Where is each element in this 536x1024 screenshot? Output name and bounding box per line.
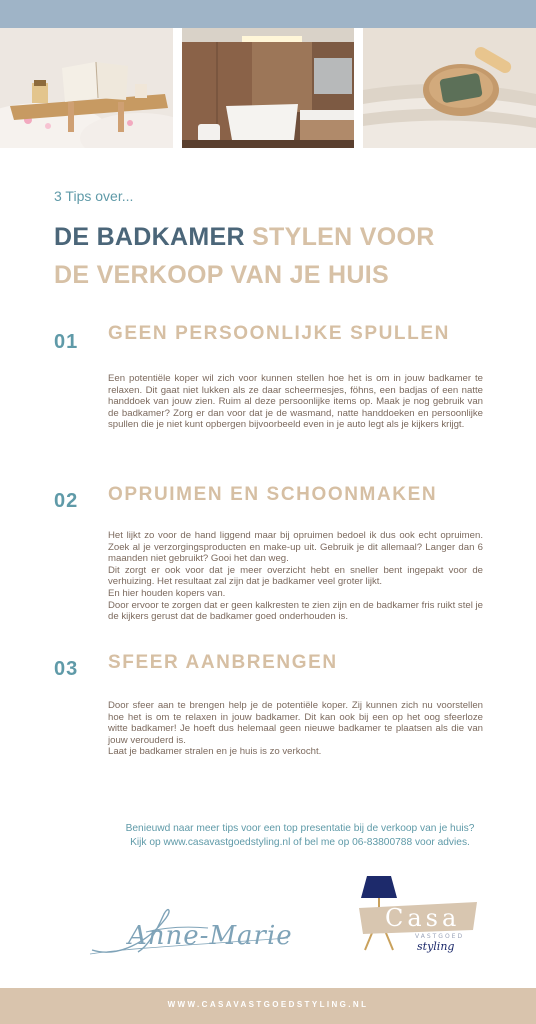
tip-2-paragraph-4: Door ervoor te zorgen dat er geen kalkresten te zien zijn en de badkamer fris ruikt stel je de kijkers gerust dat de badkamer goed onderhouden is. [108, 599, 483, 623]
svg-text:Anne-Marie: Anne-Marie [128, 921, 293, 951]
tip-3-number: 03 [54, 658, 79, 680]
cta-line-2: Kijk op www.casavastgoedstyling.nl of bel me op 06-83800788 voor advies. [130, 836, 470, 848]
tip-2-body [108, 530, 483, 623]
tip-2-number: 02 [54, 490, 79, 512]
tip-3-paragraph-1: Door sfeer aan te brengen help je de potentiële koper. Zij kunnen zich nu voorstellen hoe het is om te relaxen in jouw badkamer. Dit kan ook bij een op het oog sfeerloze witte badkamer! Je hoeft dus helemaal geen nieuwe badkamer te plaatsen als die van jouw verouderd is. [108, 700, 483, 746]
page-title [54, 218, 435, 294]
footer-bar [0, 988, 536, 1024]
tip-2-paragraph-2: Dit zorgt er ook voor dat je meer overzicht hebt en sneller bent ingepakt voor de verhuizing. Het resultaat zal zijn dat je badkamer veel groter lijkt. [108, 564, 483, 588]
bathroom-interior-photo [182, 28, 354, 148]
call-to-action [90, 822, 510, 849]
cta-line-1: Benieuwd naar meer tips voor een top presentatie bij de verkoop van je huis? [125, 823, 475, 834]
tip-1-paragraph: Een potentiële koper wil zich voor kunnen stellen hoe het is om in jouw badkamer te relaxen. Dit gaat niet lukken als ze daar scheermesjes, föhns, een badjas of een natte handdoek van jouw zien. Ruim al deze persoonlijke items op. Maak je nog gebruik van de badkamer? Zorg er dan voor dat je de wasmand, natte handdoeken en persoonlijke spullen die je niet kunt opbergen bijvoorbeeld even in je auto legt als je kijkers krijgt. [108, 373, 483, 431]
towels-soap-photo [363, 28, 536, 148]
title-part-tan-2: DE VERKOOP VAN JE HUIS [54, 261, 389, 289]
tip-3-body [108, 700, 483, 758]
tip-2-heading: OPRUIMEN EN SCHOONMAKEN [108, 484, 438, 505]
tip-3-paragraph-2: Laat je badkamer stralen en je huis is zo verkocht. [108, 746, 322, 758]
tip-1-body [108, 373, 483, 431]
signature-anne-marie [88, 898, 298, 960]
svg-text:VASTGOED: VASTGOED [415, 933, 465, 940]
bathtub-book-photo [0, 28, 173, 148]
top-color-bar [0, 0, 536, 28]
casa-logo [355, 872, 485, 954]
title-part-tan-1: STYLEN VOOR [252, 223, 435, 251]
svg-text:styling: styling [417, 940, 455, 953]
tip-3-heading: SFEER AANBRENGEN [108, 652, 338, 673]
footer-website-link[interactable]: WWW.CASAVASTGOEDSTYLING.NL [167, 1000, 369, 1009]
tip-1-heading: GEEN PERSOONLIJKE SPULLEN [108, 323, 450, 344]
intro-text: 3 Tips over... [54, 188, 134, 204]
tip-2-paragraph-1: Het lijkt zo voor de hand liggend maar bij opruimen bedoel ik dus ook echt opruimen. Zoek al je verzorgingsproducten en make-up uit. Gebruik je dit allemaal? Langer dan 6 maanden niet gebruikt? Gooi het dan weg. [108, 530, 483, 565]
tip-2-paragraph-3: En hier houden kopers van. [108, 587, 226, 599]
tip-1-number: 01 [54, 331, 79, 353]
svg-text:Casa: Casa [385, 904, 461, 932]
title-part-dark: DE BADKAMER [54, 223, 245, 251]
